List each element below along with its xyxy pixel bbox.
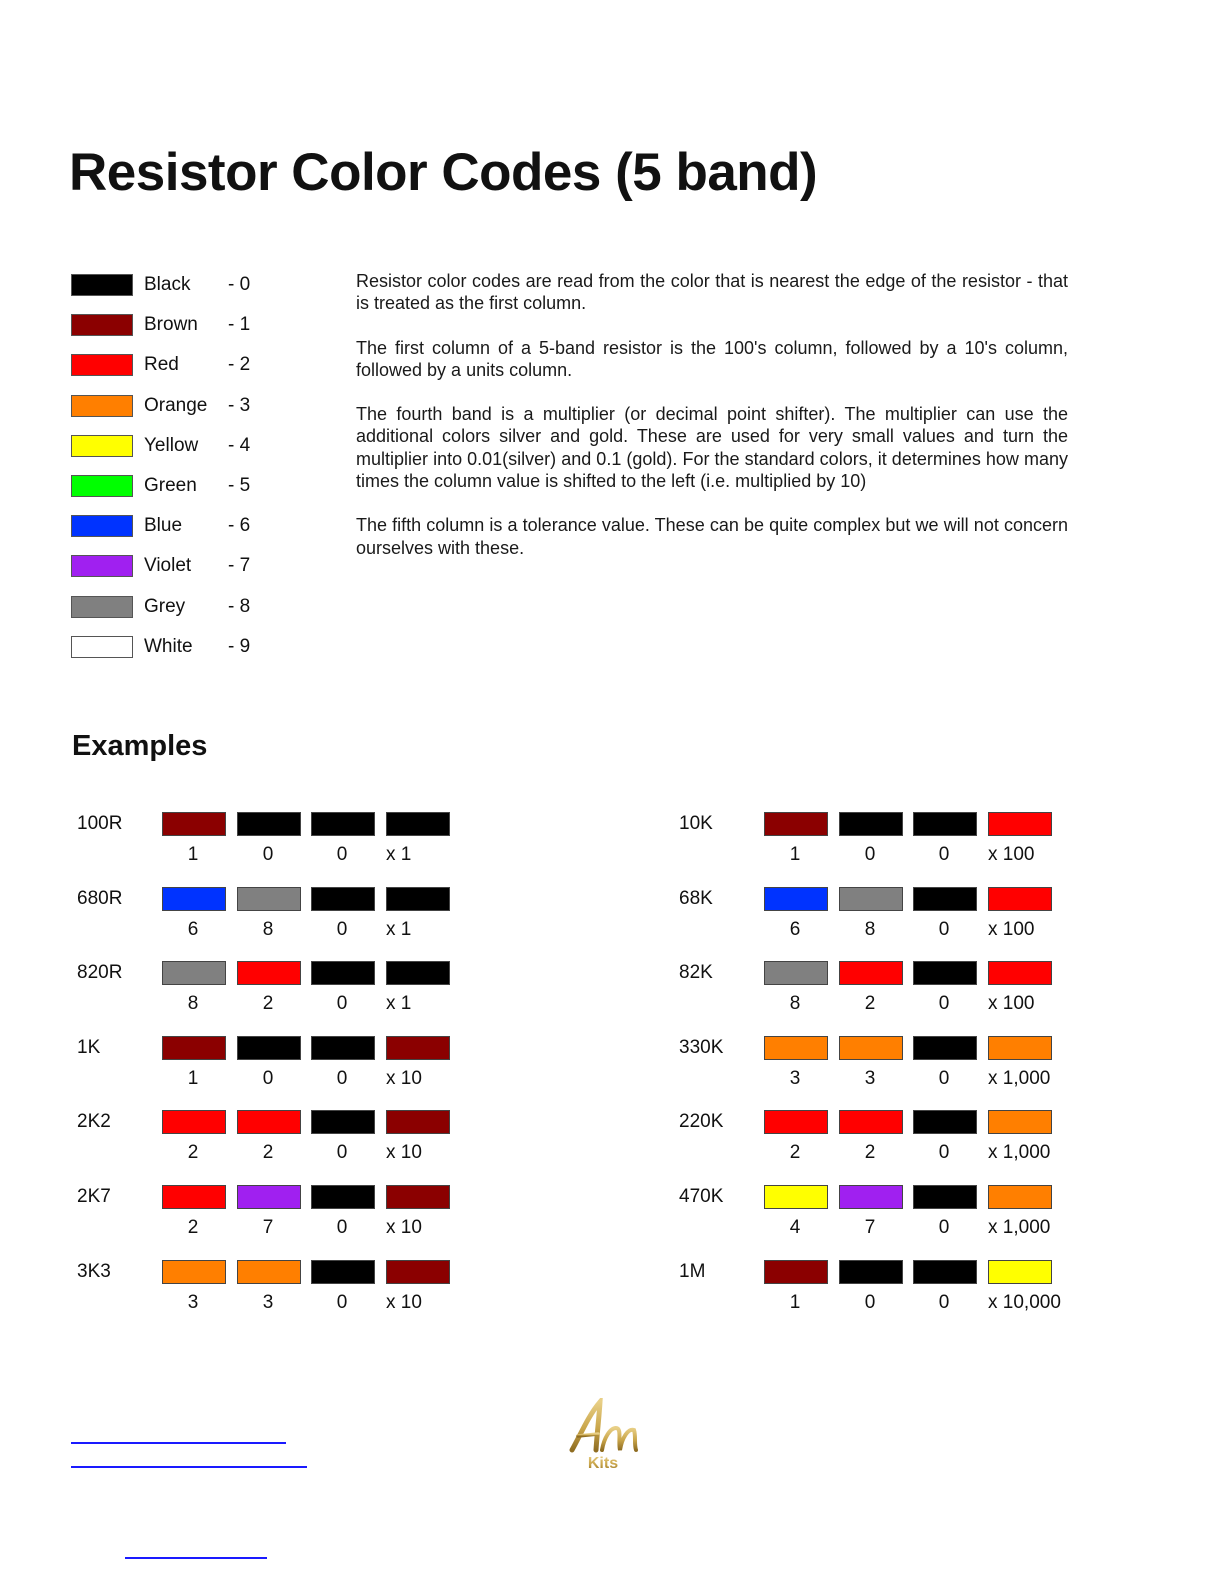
- color-band-2: [237, 887, 301, 911]
- band-digit-3: 0: [938, 918, 950, 940]
- legend-color-name: Black: [144, 274, 191, 295]
- band-digit-3: 0: [336, 1291, 348, 1313]
- color-band-1: [764, 812, 828, 836]
- color-swatch-grey: [71, 596, 133, 618]
- color-swatch-green: [71, 475, 133, 497]
- band-digit-3: 0: [938, 1067, 950, 1089]
- legend-color-name: White: [144, 635, 193, 657]
- color-band-4: [988, 1260, 1052, 1284]
- color-band-3: [913, 812, 977, 836]
- color-band-4: [988, 812, 1052, 836]
- description-paragraph-4: The fifth column is a tolerance value. These can be quite complex but we will not concern ourselves with these.: [356, 515, 1068, 558]
- color-band-2: [237, 1260, 301, 1284]
- band-digit-3: 0: [336, 918, 348, 940]
- color-band-4: [386, 1260, 450, 1284]
- color-band-2: [839, 1036, 903, 1060]
- example-label: 220K: [679, 1111, 724, 1133]
- color-band-3: [913, 1110, 977, 1134]
- description-paragraph-2: The first column of a 5-band resistor is the 100's column, followed by a 10's column, followed by a units column.: [356, 337, 1068, 380]
- legend-color-name: Grey: [144, 595, 186, 617]
- legend-color-value: - 2: [228, 354, 251, 376]
- color-band-2: [237, 812, 301, 836]
- color-band-1: [162, 1110, 226, 1134]
- band-digit-3: 0: [336, 1142, 348, 1164]
- color-band-3: [311, 1110, 375, 1134]
- color-band-4: [988, 961, 1052, 985]
- color-swatch-blue: [71, 515, 133, 537]
- color-band-2: [839, 961, 903, 985]
- color-band-3: [913, 1185, 977, 1209]
- legend-color-value: - 7: [228, 555, 251, 577]
- legend-color-name: Yellow: [144, 434, 199, 456]
- example-label: 68K: [679, 887, 713, 909]
- color-band-2: [839, 887, 903, 911]
- color-band-4: [988, 1110, 1052, 1134]
- color-swatch-white: [71, 636, 133, 658]
- band-multiplier: x 10: [386, 1142, 422, 1164]
- legend-color-name: Orange: [144, 394, 208, 416]
- band-multiplier: x 100: [988, 918, 1035, 940]
- band-digit-2: 0: [262, 1067, 274, 1089]
- legend-color-name: Violet: [144, 555, 192, 577]
- color-band-4: [386, 1036, 450, 1060]
- legend-color-value: - 3: [228, 394, 251, 416]
- color-band-3: [913, 1036, 977, 1060]
- band-digit-1: 6: [789, 918, 801, 940]
- legend-color-name: Red: [144, 354, 179, 376]
- example-label: 330K: [679, 1036, 724, 1058]
- color-band-2: [237, 1036, 301, 1060]
- footer-link-2[interactable]: [71, 1466, 307, 1468]
- band-digit-1: 1: [187, 844, 199, 865]
- color-swatch-brown: [71, 314, 133, 336]
- band-multiplier: x 1,000: [988, 1142, 1051, 1164]
- color-band-4: [386, 812, 450, 836]
- band-digit-2: 2: [262, 993, 274, 1015]
- example-label: 2K2: [77, 1111, 111, 1133]
- band-multiplier: x 100: [988, 844, 1035, 865]
- color-band-2: [839, 812, 903, 836]
- band-digit-1: 1: [789, 844, 801, 865]
- color-swatch-yellow: [71, 435, 133, 457]
- band-digit-3: 0: [938, 1142, 950, 1164]
- color-band-4: [386, 1185, 450, 1209]
- band-digit-1: 4: [789, 1216, 801, 1238]
- band-digit-2: 0: [864, 844, 876, 865]
- band-digit-3: 0: [336, 1216, 348, 1238]
- color-band-4: [386, 887, 450, 911]
- color-band-4: [386, 1110, 450, 1134]
- color-band-1: [764, 961, 828, 985]
- example-label: 1K: [77, 1036, 101, 1058]
- band-multiplier: x 100: [988, 993, 1035, 1015]
- band-digit-2: 0: [864, 1291, 876, 1313]
- color-band-1: [162, 812, 226, 836]
- description: [356, 270, 1068, 581]
- band-digit-3: 0: [938, 993, 950, 1015]
- band-digit-2: 3: [262, 1291, 274, 1313]
- color-swatch-black: [71, 274, 133, 296]
- color-band-3: [311, 1185, 375, 1209]
- band-digit-3: 0: [938, 844, 950, 865]
- example-label: 3K3: [77, 1260, 111, 1282]
- legend-color-value: - 0: [228, 274, 251, 295]
- band-digit-1: 2: [187, 1216, 199, 1238]
- example-label: 470K: [679, 1185, 724, 1207]
- logo-text: Kits: [587, 1455, 619, 1472]
- band-digit-2: 7: [864, 1216, 876, 1238]
- color-band-3: [913, 961, 977, 985]
- examples-heading: Examples: [72, 730, 208, 762]
- color-band-1: [162, 1036, 226, 1060]
- color-band-2: [237, 1185, 301, 1209]
- band-multiplier: x 10,000: [988, 1291, 1061, 1313]
- example-label: 820R: [77, 962, 123, 984]
- band-multiplier: x 1: [386, 918, 412, 940]
- band-multiplier: x 10: [386, 1216, 422, 1238]
- band-digit-3: 0: [938, 1291, 950, 1313]
- example-label: 10K: [679, 813, 713, 834]
- band-multiplier: x 1,000: [988, 1216, 1051, 1238]
- band-digit-2: 0: [262, 844, 274, 865]
- band-digit-2: 8: [864, 918, 876, 940]
- color-swatch-red: [71, 354, 133, 376]
- band-multiplier: x 10: [386, 1291, 422, 1313]
- color-band-1: [764, 1260, 828, 1284]
- legend-color-value: - 4: [228, 434, 251, 456]
- color-band-1: [764, 1185, 828, 1209]
- band-digit-2: 8: [262, 918, 274, 940]
- color-band-2: [839, 1185, 903, 1209]
- band-digit-2: 2: [864, 993, 876, 1015]
- color-band-1: [764, 1036, 828, 1060]
- band-digit-1: 2: [789, 1142, 801, 1164]
- band-multiplier: x 1: [386, 993, 412, 1015]
- color-band-4: [988, 1036, 1052, 1060]
- band-digit-3: 0: [336, 1067, 348, 1089]
- page-title: Resistor Color Codes (5 band): [69, 143, 818, 202]
- band-digit-1: 8: [789, 993, 801, 1015]
- legend-color-value: - 9: [228, 635, 251, 657]
- legend-color-name: Green: [144, 474, 197, 496]
- color-band-3: [913, 887, 977, 911]
- color-band-1: [764, 887, 828, 911]
- color-band-1: [162, 887, 226, 911]
- color-band-4: [386, 961, 450, 985]
- legend-color-name: Brown: [144, 314, 198, 336]
- legend-color-value: - 1: [228, 314, 251, 336]
- band-digit-3: 0: [336, 993, 348, 1015]
- footer-link-1[interactable]: [71, 1442, 286, 1444]
- color-band-3: [311, 1260, 375, 1284]
- band-digit-1: 2: [187, 1142, 199, 1164]
- color-band-1: [764, 1110, 828, 1134]
- band-digit-1: 8: [187, 993, 199, 1015]
- band-digit-2: 3: [864, 1067, 876, 1089]
- example-label: 82K: [679, 962, 713, 984]
- band-multiplier: x 10: [386, 1067, 422, 1089]
- color-band-1: [162, 961, 226, 985]
- band-digit-2: 7: [262, 1216, 274, 1238]
- color-band-2: [839, 1110, 903, 1134]
- band-digit-2: 2: [262, 1142, 274, 1164]
- example-label: 1M: [679, 1260, 706, 1282]
- band-digit-1: 3: [187, 1291, 199, 1313]
- band-multiplier: x 1: [386, 844, 412, 865]
- color-band-3: [311, 961, 375, 985]
- an-kits-logo-icon: [566, 1398, 640, 1477]
- band-digit-1: 1: [187, 1067, 199, 1089]
- band-digit-1: 6: [187, 918, 199, 940]
- footer-link-3[interactable]: [125, 1557, 267, 1559]
- color-band-3: [311, 887, 375, 911]
- color-band-4: [988, 1185, 1052, 1209]
- legend-color-value: - 8: [228, 595, 251, 617]
- band-digit-1: 1: [789, 1291, 801, 1313]
- example-label: 680R: [77, 887, 123, 909]
- color-band-2: [237, 1110, 301, 1134]
- description-paragraph-1: Resistor color codes are read from the color that is nearest the edge of the resistor - that is treated as the first column.: [356, 271, 1068, 314]
- color-swatch-orange: [71, 395, 133, 417]
- band-digit-3: 0: [938, 1216, 950, 1238]
- band-digit-1: 3: [789, 1067, 801, 1089]
- color-band-3: [311, 812, 375, 836]
- color-band-1: [162, 1185, 226, 1209]
- color-band-2: [839, 1260, 903, 1284]
- legend-color-value: - 5: [228, 474, 251, 496]
- color-band-2: [237, 961, 301, 985]
- example-label: 2K7: [77, 1185, 111, 1207]
- band-multiplier: x 1,000: [988, 1067, 1051, 1089]
- color-band-4: [988, 887, 1052, 911]
- color-band-3: [913, 1260, 977, 1284]
- color-band-3: [311, 1036, 375, 1060]
- band-digit-2: 2: [864, 1142, 876, 1164]
- color-band-1: [162, 1260, 226, 1284]
- legend-color-value: - 6: [228, 515, 251, 537]
- band-digit-3: 0: [336, 844, 348, 865]
- description-paragraph-3: The fourth band is a multiplier (or decimal point shifter). The multiplier can use the additional colors silver and gold. These are used for very small values and turn the multiplier into 0.01(silver) and 0.1 (gold). For the standard colors, it determines how many times the column value is shifted to the left (i.e. multiplied by 10): [356, 404, 1068, 492]
- legend-color-name: Blue: [144, 515, 183, 537]
- color-swatch-violet: [71, 555, 133, 577]
- example-label: 100R: [77, 813, 123, 834]
